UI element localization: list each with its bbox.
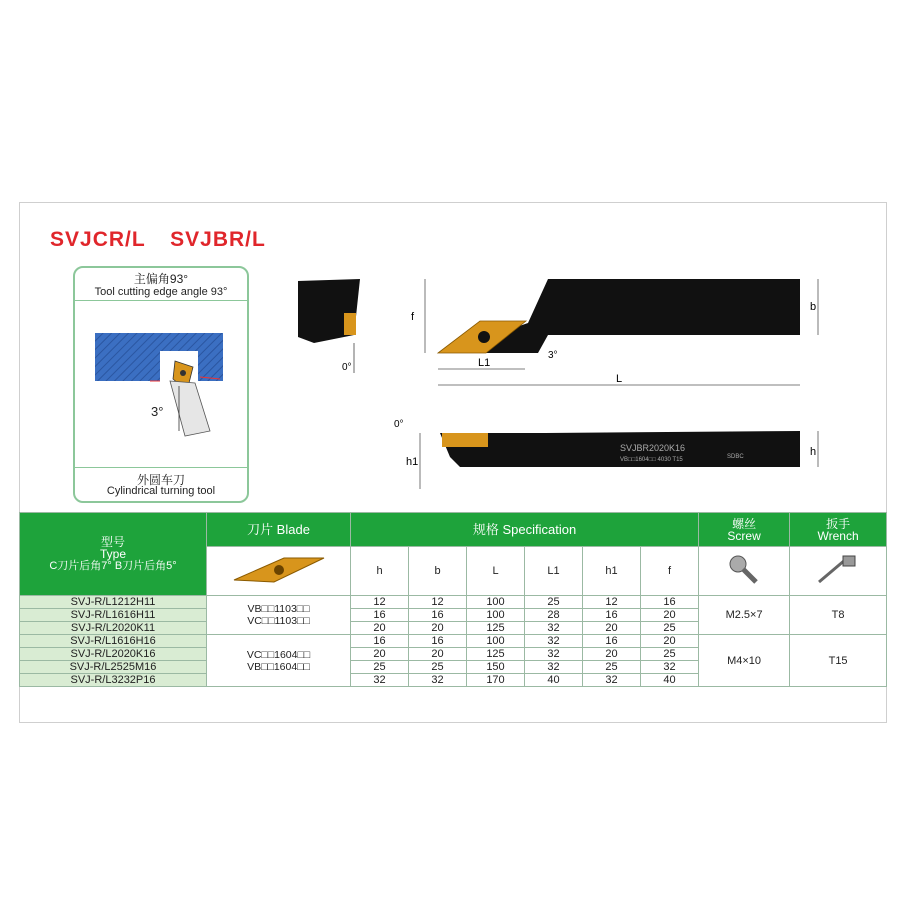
shank-marking-3: SDBC	[727, 454, 744, 460]
side-view-insert	[442, 433, 488, 447]
cell-L1: 25	[525, 596, 583, 609]
col-h1: h1	[583, 547, 641, 596]
cell-f: 32	[641, 661, 699, 674]
wrench-header-cn: 扳手	[826, 516, 851, 531]
col-L1: L1	[525, 547, 583, 596]
screw-icon	[724, 550, 764, 590]
cell-L: 150	[467, 661, 525, 674]
cell-L: 125	[467, 648, 525, 661]
type-header-cn: 型号	[100, 535, 125, 549]
cell-h1: 32	[583, 674, 641, 687]
cell-h1: 20	[583, 622, 641, 635]
cell-h: 16	[351, 609, 409, 622]
shank-marking-2: VB□□1604□□ 4030 T15	[620, 457, 683, 463]
wrench-group-1: T8	[790, 596, 887, 635]
angle-0b-label: 0°	[394, 419, 404, 430]
cell-b: 32	[409, 674, 467, 687]
cell-L: 125	[467, 622, 525, 635]
model-cell: SVJ-R/L1616H16	[20, 635, 207, 648]
angle-0-label: 0°	[342, 362, 352, 373]
cell-h1: 16	[583, 635, 641, 648]
model-cell: SVJ-R/L1212H11	[20, 596, 207, 609]
cell-h: 12	[351, 596, 409, 609]
screw-group-1: M2.5×7	[699, 596, 790, 635]
cell-b: 16	[409, 609, 467, 622]
cell-b: 25	[409, 661, 467, 674]
insert-screw	[478, 331, 490, 343]
dim-f-label: f	[411, 311, 415, 323]
cell-f: 16	[641, 596, 699, 609]
table-row	[20, 596, 887, 609]
angle-panel	[73, 266, 249, 503]
screw-header	[699, 513, 790, 547]
tool-drawing	[280, 265, 840, 495]
turning-diagram	[75, 301, 247, 471]
cell-L1: 28	[525, 609, 583, 622]
col-h: h	[351, 547, 409, 596]
wrench-image-cell	[790, 547, 887, 596]
cell-h: 32	[351, 674, 409, 687]
cell-f: 25	[641, 648, 699, 661]
insert-icon	[229, 550, 329, 590]
angle-3-top-label: 3°	[548, 350, 558, 361]
col-L: L	[467, 547, 525, 596]
blade-header: 刀片 Blade	[207, 513, 351, 547]
wrench-group-2: T15	[790, 635, 887, 687]
cell-f: 25	[641, 622, 699, 635]
title-left: SVJCR/L	[50, 228, 146, 251]
model-cell: SVJ-R/L3232P16	[20, 674, 207, 687]
blade-image-cell	[207, 547, 351, 596]
dim-L-label: L	[616, 373, 623, 385]
tool-shank	[170, 381, 210, 436]
cell-L1: 32	[525, 648, 583, 661]
screw-image-cell	[699, 547, 790, 596]
cell-b: 20	[409, 648, 467, 661]
cell-b: 16	[409, 635, 467, 648]
cell-f: 20	[641, 635, 699, 648]
blade-2-line-1: VC□□1604□□	[246, 648, 311, 661]
title-right: SVJBR/L	[170, 228, 266, 251]
cell-h: 25	[351, 661, 409, 674]
dim-b-label: b	[810, 301, 817, 313]
cell-L1: 32	[525, 635, 583, 648]
cell-L1: 40	[525, 674, 583, 687]
type-header	[20, 513, 207, 596]
cell-h: 20	[351, 648, 409, 661]
cell-f: 40	[641, 674, 699, 687]
blade-1-line-1: VB□□1103□□	[247, 603, 310, 615]
cell-L: 100	[467, 635, 525, 648]
model-cell: SVJ-R/L2020K11	[20, 622, 207, 635]
model-cell: SVJ-R/L2525M16	[20, 661, 207, 674]
cell-L1: 32	[525, 661, 583, 674]
screw-header-cn: 螺丝	[732, 516, 757, 531]
tool-type-en: Cylindrical turning tool	[106, 485, 216, 497]
cell-h1: 20	[583, 648, 641, 661]
dim-h-label: h	[810, 446, 817, 458]
tool-type-cn: 外圆车刀	[136, 473, 185, 487]
wrench-icon	[813, 550, 863, 590]
cell-b: 20	[409, 622, 467, 635]
cell-L: 100	[467, 596, 525, 609]
cell-L: 170	[467, 674, 525, 687]
model-cell: SVJ-R/L2020K16	[20, 648, 207, 661]
workpiece	[95, 333, 223, 381]
col-b: b	[409, 547, 467, 596]
wrench-header	[790, 513, 887, 547]
angle-title-cn: 主偏角93°	[133, 272, 189, 286]
cell-h1: 25	[583, 661, 641, 674]
blade-group-2	[207, 635, 351, 687]
dim-L1-label: L1	[478, 357, 491, 369]
blade-1-line-2: VC□□1103□□	[247, 615, 310, 627]
model-cell: SVJ-R/L1616H11	[20, 609, 207, 622]
cell-h: 16	[351, 635, 409, 648]
blade-2-line-2: VB□□1604□□	[247, 660, 310, 673]
cell-h1: 12	[583, 596, 641, 609]
wrench-header-en: Wrench	[817, 528, 859, 543]
type-header-note: C刀片后角7° B刀片后角5°	[49, 560, 177, 572]
product-title	[50, 228, 266, 252]
angle-title-en: Tool cutting edge angle 93°	[94, 286, 228, 298]
spec-table	[19, 512, 887, 687]
panel-divider-bottom	[75, 467, 247, 468]
cell-h: 20	[351, 622, 409, 635]
insert-hole	[180, 370, 186, 376]
screw-group-2: M4×10	[699, 635, 790, 687]
cell-b: 12	[409, 596, 467, 609]
dim-h1-label: h1	[406, 456, 419, 468]
angle-3-label: 3°	[151, 404, 164, 419]
screw-header-en: Screw	[727, 528, 761, 543]
col-f: f	[641, 547, 699, 596]
cell-f: 20	[641, 609, 699, 622]
shank-marking: SVJBR2020K16	[620, 443, 686, 453]
type-header-en: Type	[99, 547, 126, 561]
table-row	[20, 635, 887, 648]
cell-L1: 32	[525, 622, 583, 635]
end-view-insert	[344, 313, 356, 335]
cell-L: 100	[467, 609, 525, 622]
blade-group-1	[207, 596, 351, 635]
cell-h1: 16	[583, 609, 641, 622]
spec-header: 规格 Specification	[351, 513, 699, 547]
